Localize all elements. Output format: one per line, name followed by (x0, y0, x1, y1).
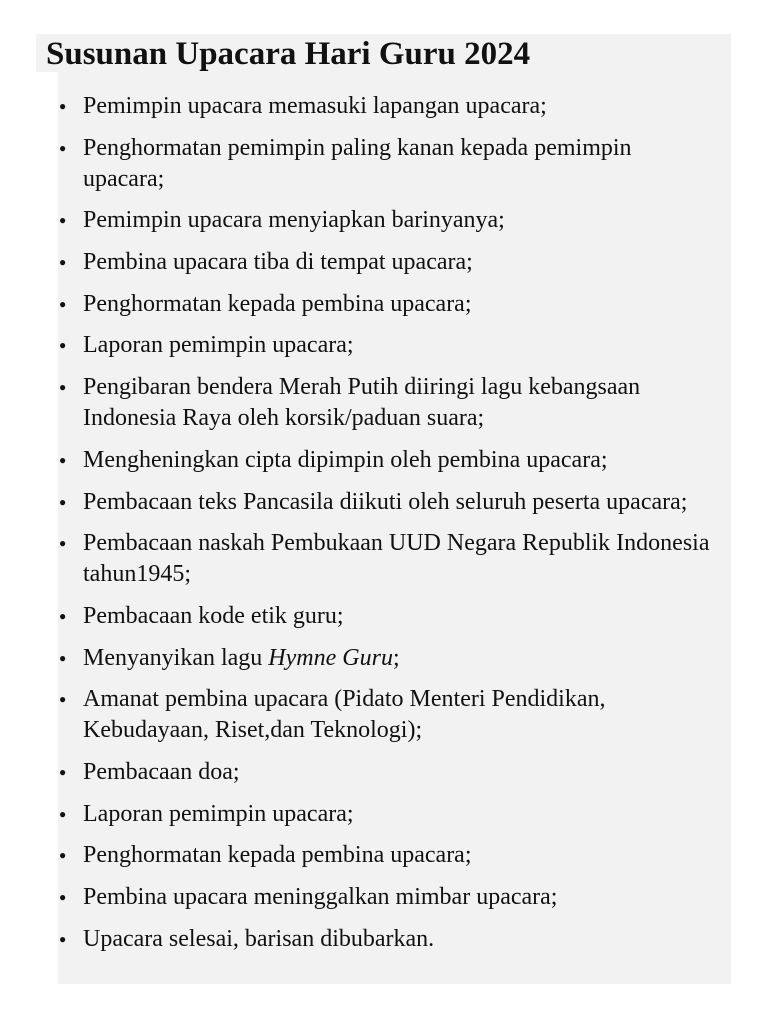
step-text: Penghormatan pemimpin paling kanan kepada pemimpin upacara; (83, 134, 632, 192)
list-item (58, 643, 718, 674)
list-item (58, 133, 718, 195)
bullet-icon: ● (59, 255, 67, 270)
list-item (58, 840, 718, 871)
bullet-icon: ● (59, 650, 67, 665)
bullet-icon: ● (59, 536, 67, 551)
list-item (58, 528, 718, 590)
list-item (58, 372, 718, 434)
bullet-icon: ● (59, 931, 67, 946)
list-item (58, 205, 718, 236)
list-item (58, 91, 718, 122)
bullet-icon: ● (59, 608, 67, 623)
bullet-icon: ● (59, 806, 67, 821)
ceremony-steps-list (58, 91, 718, 965)
bullet-icon: ● (59, 494, 67, 509)
bullet-icon: ● (59, 296, 67, 311)
step-text: Penghormatan kepada pembina upacara; (83, 842, 472, 869)
list-item (58, 247, 718, 278)
list-item (58, 487, 718, 518)
bullet-icon: ● (59, 452, 67, 467)
page-title: Susunan Upacara Hari Guru 2024 (46, 36, 531, 72)
song-title: Hymne Guru (268, 644, 393, 671)
list-item (58, 289, 718, 320)
list-item (58, 445, 718, 476)
step-text: Pembina upacara tiba di tempat upacara; (83, 249, 473, 276)
bullet-icon: ● (59, 890, 67, 904)
step-text: Pembacaan kode etik guru; (83, 602, 344, 629)
step-text: Pembacaan doa; (83, 758, 240, 785)
step-text: Pemimpin upacara menyiapkan barinyanya; (83, 207, 505, 234)
step-text: Upacara selesai, barisan dibubarkan. (83, 925, 435, 952)
step-text (83, 645, 400, 671)
bullet-icon: ● (59, 99, 67, 113)
step-text: Penghormatan kepada pembina upacara; (83, 290, 472, 317)
bullet-icon: ● (59, 848, 67, 863)
step-text: Pengibaran bendera Merah Putih diiringi lagu kebangsaan Indonesia Raya oleh korsik/paduan suara; (83, 374, 641, 432)
step-text: Laporan pemimpin upacara; (83, 332, 354, 359)
bullet-icon: ● (59, 140, 67, 155)
step-text: Pembina upacara meninggalkan mimbar upacara; (83, 884, 558, 910)
bullet-icon: ● (59, 764, 67, 779)
list-item (58, 882, 718, 913)
step-text: Laporan pemimpin upacara; (83, 800, 354, 827)
step-text: Mengheningkan cipta dipimpin oleh pembina upacara; (83, 446, 608, 473)
list-item (58, 757, 718, 788)
step-text: Pembacaan teks Pancasila diikuti oleh seluruh peserta upacara; (83, 488, 688, 515)
step-text-after: ; (392, 644, 400, 671)
bullet-icon: ● (59, 213, 67, 228)
list-item (58, 601, 718, 632)
step-text: Pemimpin upacara memasuki lapangan upacara; (83, 93, 547, 119)
bullet-icon: ● (59, 338, 67, 353)
bullet-icon: ● (59, 380, 67, 395)
step-text-before: Menyanyikan lagu (83, 644, 269, 671)
list-item (58, 799, 718, 830)
bullet-icon: ● (59, 692, 67, 707)
list-item (58, 684, 718, 746)
step-text: Pembacaan naskah Pembukaan UUD Negara Republik Indonesia tahun1945; (83, 530, 710, 588)
list-item (58, 330, 718, 361)
step-text: Amanat pembina upacara (Pidato Menteri Pendidikan, Kebudayaan, Riset,dan Teknologi); (83, 686, 606, 744)
list-item (58, 924, 718, 955)
